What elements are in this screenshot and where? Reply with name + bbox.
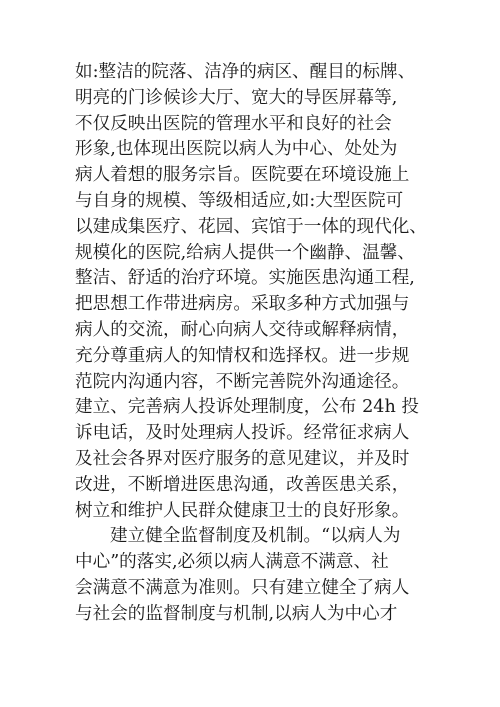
text-line: 病人着想的服务宗旨。医院要在环境设施上: [75, 165, 410, 186]
text-line: 中心”的落实,必须以病人满意不满意、社: [75, 552, 389, 573]
text-line: 诉电话，及时处理病人投诉。经常征求病人: [75, 423, 410, 444]
text-line: 树立和维护人民群众健康卫士的良好形象。: [75, 500, 410, 521]
text-line: 改进，不断增进医患沟通，改善医患关系，: [75, 474, 410, 495]
text-line: 规模化的医院,给病人提供一个幽静、温馨、: [75, 242, 415, 263]
text-line: 与自身的规模、等级相适应,如:大型医院可: [75, 190, 404, 211]
text-line: 形象,也体现出医院以病人为中心、处处为: [75, 139, 398, 160]
text-line: 如:整洁的院落、洁净的病区、醒目的标牌、: [75, 62, 416, 82]
text-line: 会满意不满意为准则。只有建立健全了病人: [75, 577, 410, 598]
text-line: 病人的交流，耐心向病人交待或解释病情，: [75, 319, 410, 340]
document-text: [75, 60, 437, 628]
text-line: 范院内沟通内容，不断完善院外沟通途径。: [75, 371, 410, 392]
text-line: 建立、完善病人投诉处理制度，公布 24h 投: [75, 397, 419, 418]
paragraph-first-line: 建立健全监督制度及机制。“以病人为: [110, 526, 401, 547]
text-line: 不仅反映出医院的管理水平和良好的社会: [75, 113, 392, 134]
text-line: 与社会的监督制度与机制,以病人为中心才: [75, 603, 398, 624]
text-line: 整洁、舒适的治疗环境。实施医患沟通工程,: [75, 268, 415, 289]
text-line: 明亮的门诊候诊大厅、宽大的导医屏幕等,: [75, 87, 398, 108]
text-line: 及社会各界对医疗服务的意见建议，并及时: [75, 448, 410, 469]
text-line: 把思想工作带进病房。采取多种方式加强与: [75, 294, 410, 315]
text-line: 充分尊重病人的知情权和选择权。进一步规: [75, 345, 410, 366]
text-line: 以建成集医疗、花园、宾馆于一体的现代化、: [75, 216, 427, 237]
